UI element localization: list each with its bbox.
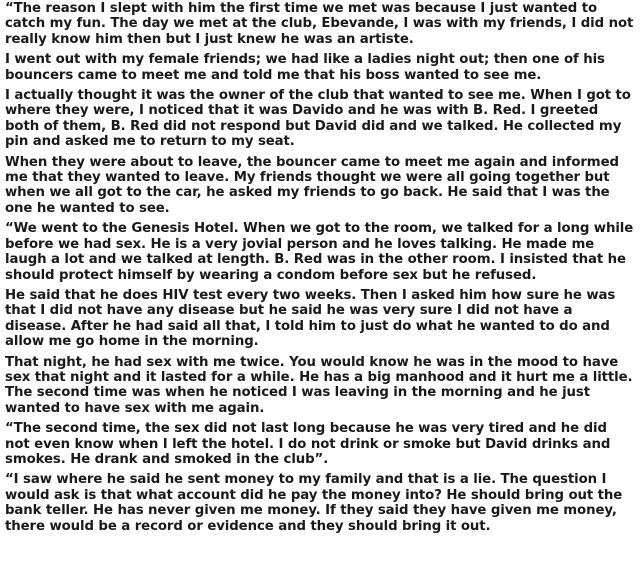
paragraph-9: “I saw where he said he sent money to my family and that is a lie. The question I would ask is that what account did he pay the money into? He should bring out the bank teller. He has never given me money. If they said they have given me money, there would be a record or evidence and they should bring it out. [5,472,623,534]
paragraph-1: “The reason I slept with him the first time we met was because I just wanted to catch my fun. The day we met at the club, Ebevande, I was with my friends, I did not really know him then but I just knew he was an artiste. [5,1,634,47]
paragraph-2: I went out with my female friends; we had like a ladies night out; then one of his bouncers came to meet me and told me that his boss wanted to see me. [5,52,605,83]
paragraph-7: That night, he had sex with me twice. You would know he was in the mood to have sex that night and it lasted for a while. He has a big manhood and it hurt me a little. The second time was when he noticed I was leaving in the morning and he just wanted to have sex with me again. [5,354,633,416]
paragraph-5: “We went to the Genesis Hotel. When we got to the room, we talked for a long while before we had sex. He is a very jovial person and he loves talking. He made me laugh a lot and we talked at length. B. Red was in the other room. I insisted that he should protect himself by wearing a condom before sex but he refused. [5,221,634,283]
paragraph-6: He said that he does HIV test every two weeks. Then I asked him how sure he was that I did not have any disease but he said he was very sure I did not have a disease. After he had said all that, I told him to just do what he wanted to do and allow me go home in the morning. [5,287,616,350]
paragraph-3: I actually thought it was the owner of the club that wanted to see me. When I got to where they were, I noticed that it was Davido and he was with B. Red. I greeted both of them, B. Red did not respond but David did and we talked. He collected my pin and asked me to return to my seat. [5,88,631,150]
paragraph-4: When they were about to leave, the bouncer came to meet me again and informed me that they wanted to leave. My friends thought we were all going together but when we all got to the car, he asked my friends to go back. He said that I was the one he wanted to see. [5,154,619,216]
paragraph-8: “The second time, the sex did not last long because he was very tired and he did not even know when I left the hotel. I do not drink or smoke but David drinks and smokes. He drank and smoked in the club”. [5,421,611,467]
